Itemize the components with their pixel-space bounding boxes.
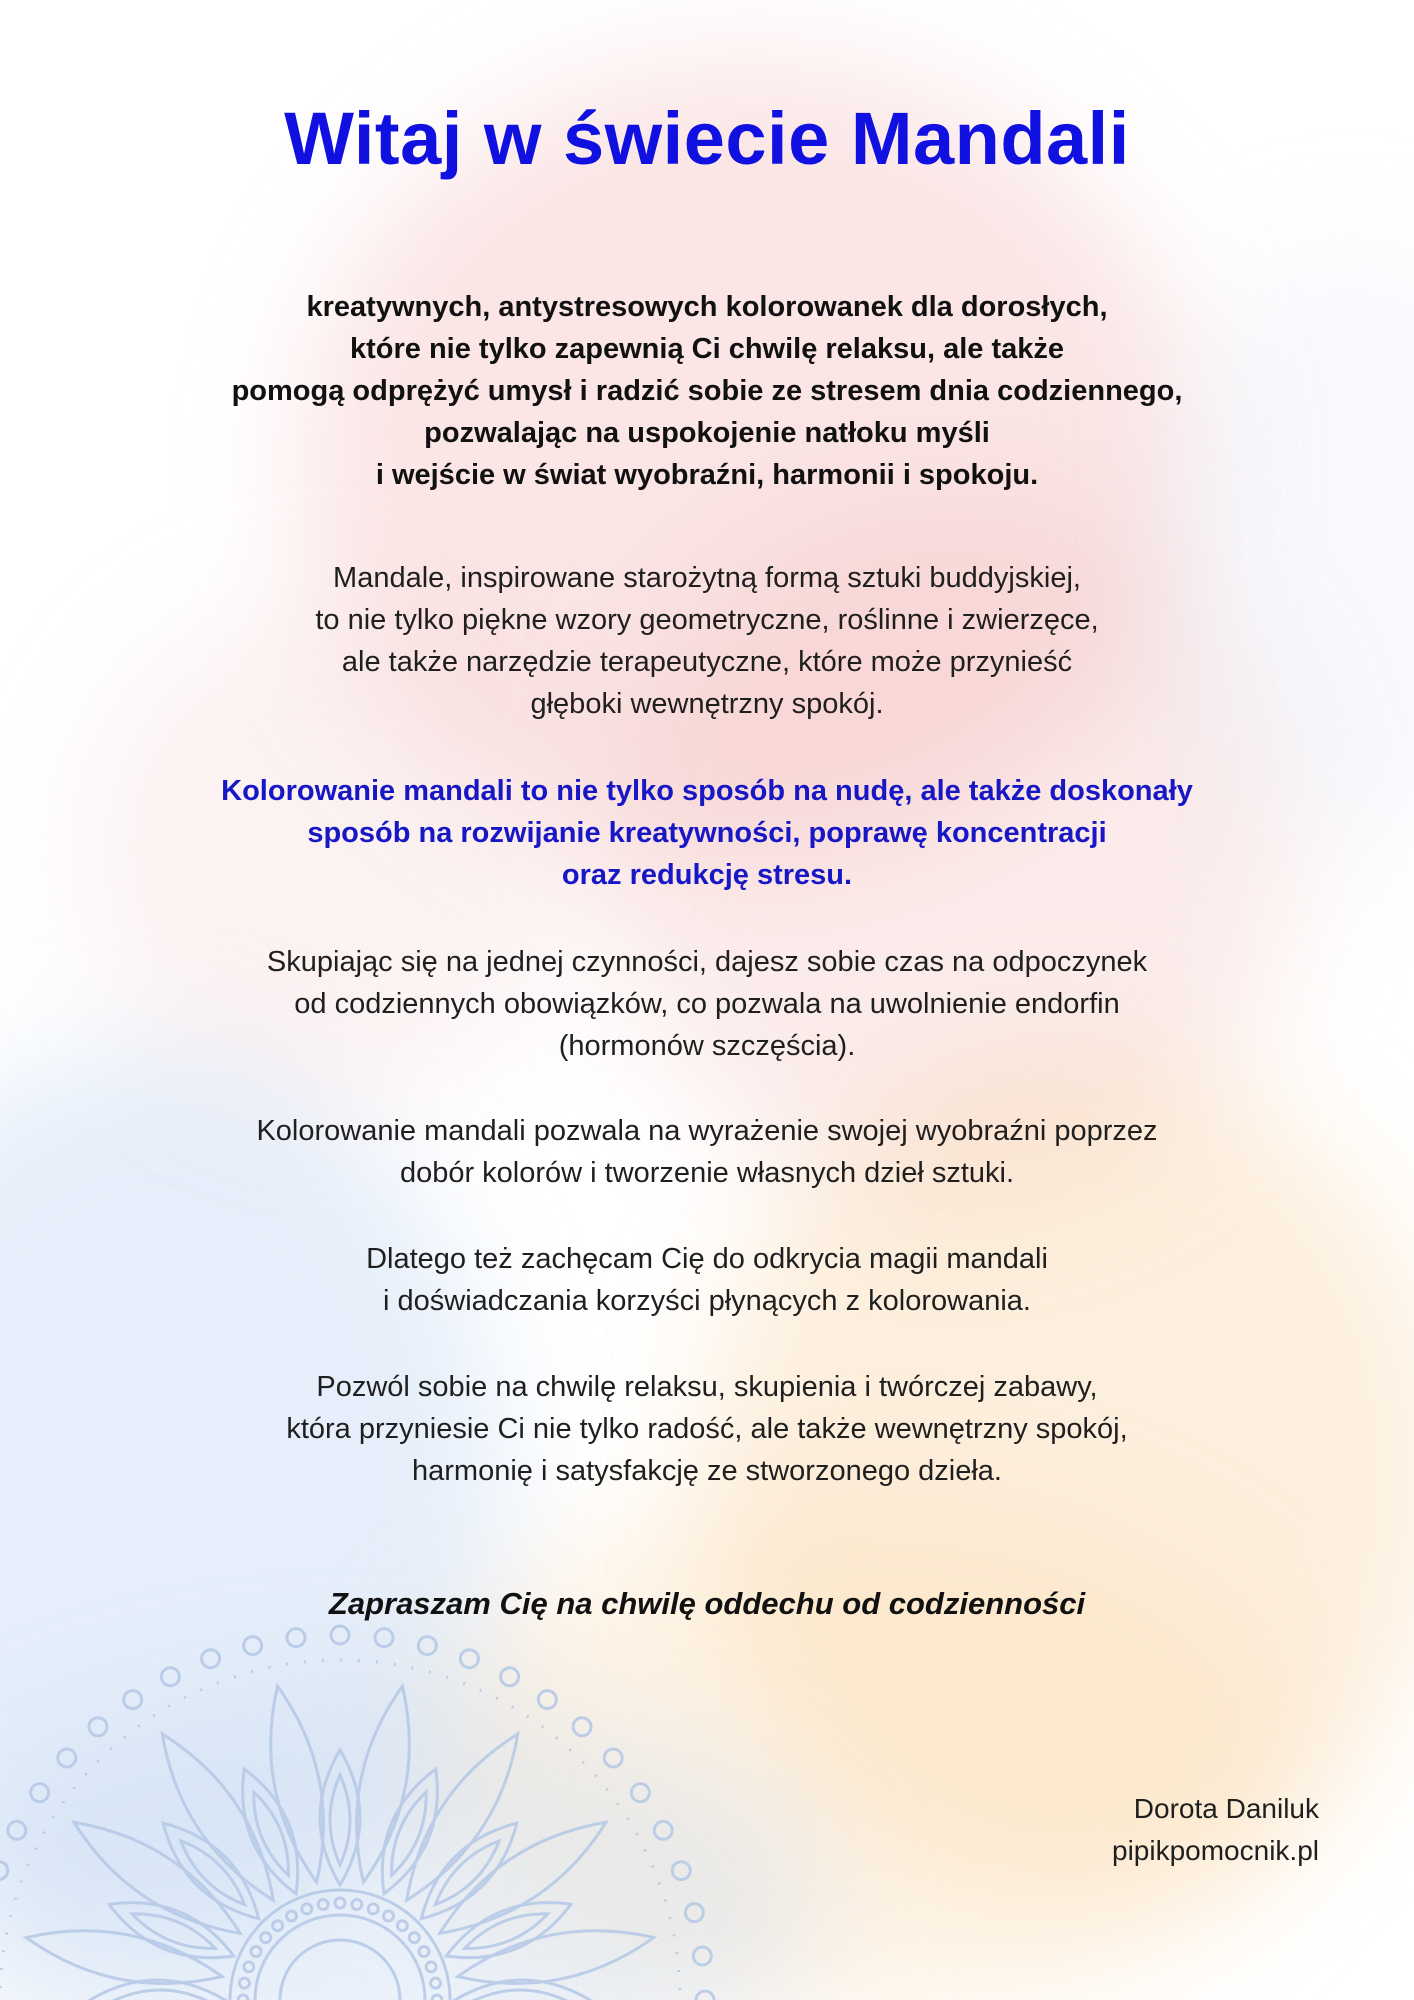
mandala-petal <box>475 1990 565 2000</box>
mandala-petal <box>271 1686 324 1882</box>
relax-line: która przyniesie Ci nie tylko radość, ale także wewnętrzny spokój, <box>286 1413 1128 1445</box>
mandala-dot <box>8 1821 26 1839</box>
mandala-dot <box>335 1898 345 1908</box>
mandala-dot <box>239 1978 249 1988</box>
mandale-paragraph <box>60 557 1354 725</box>
mandala-petal <box>392 1792 427 1875</box>
mandala-dot <box>318 1899 328 1909</box>
intro-line: i wejście w świat wyobraźni, harmonii i spokoju. <box>375 459 1039 491</box>
mandala-dot <box>58 1749 76 1767</box>
expression-line: Kolorowanie mandali pozwala na wyrażenie swojej wyobraźni poprzez <box>256 1115 1158 1147</box>
mandala-decoration <box>0 1590 860 2000</box>
mandala-dot <box>654 1821 672 1839</box>
focus-line: (hormonów szczęścia). <box>558 1030 856 1062</box>
mandala-dot <box>672 1862 690 1880</box>
mandala-dot <box>426 1962 436 1972</box>
mandala-dot <box>238 1995 248 2000</box>
mandala-dot <box>124 1691 142 1709</box>
mandala-dot <box>631 1784 649 1802</box>
mandala-dot <box>251 1947 261 1957</box>
focus-line: od codziennych obowiązków, co pozwala na uwolnienie endorfin <box>294 988 1120 1020</box>
mandala-dot <box>368 1904 378 1914</box>
encourage-paragraph <box>60 1238 1354 1322</box>
mandala-dot <box>352 1899 362 1909</box>
mandale-line: głęboki wewnętrzny spokój. <box>530 688 884 720</box>
mandala-dot <box>419 1947 429 1957</box>
expression-paragraph <box>60 1110 1354 1194</box>
relax-line: Pozwól sobie na chwilę relaksu, skupienia i twórczej zabawy, <box>316 1371 1098 1403</box>
mandala-dot <box>244 1962 254 1972</box>
mandala-dot <box>375 1629 393 1647</box>
expression-line: dobór kolorów i tworzenie własnych dzieł sztuki. <box>399 1157 1015 1189</box>
mandala-dot <box>418 1637 436 1655</box>
mandala-dot <box>273 1921 283 1931</box>
mandale-line: to nie tylko piękne wzory geometryczne, roślinne i zwierzęce, <box>315 604 1099 636</box>
mandala-dot <box>302 1904 312 1914</box>
mandala-dot <box>604 1749 622 1767</box>
mandala-dot <box>244 1637 262 1655</box>
mandala-dot <box>161 1668 179 1686</box>
closing-invitation: Zapraszam Cię na chwilę oddechu od codzienności <box>328 1586 1086 1621</box>
mandala-petal <box>458 1931 654 1984</box>
mandala-dot <box>31 1784 49 1802</box>
signature <box>1112 1788 1319 1872</box>
mandala-dot <box>696 1991 714 2000</box>
mandala-dot <box>685 1904 703 1922</box>
page-title: Witaj w świecie Mandali <box>284 97 1130 180</box>
mandale-line: ale także narzędzie terapeutyczne, które może przynieść <box>341 646 1073 678</box>
highlight-line: sposób na rozwijanie kreatywności, poprawę koncentracji <box>307 817 1107 849</box>
mandala-petal <box>357 1686 410 1882</box>
mandala-dot <box>409 1933 419 1943</box>
mandala-petal <box>254 1792 289 1875</box>
mandala-dot <box>261 1933 271 1943</box>
relax-paragraph <box>60 1366 1354 1492</box>
mandala-dot <box>0 1862 8 1880</box>
intro-line: które nie tylko zapewnią Ci chwilę relaksu, ale także <box>349 333 1064 365</box>
highlight-line: oraz redukcję stresu. <box>561 859 853 891</box>
mandala-dot <box>384 1911 394 1921</box>
mandala-dot <box>202 1650 220 1668</box>
highlight-line: Kolorowanie mandali to nie tylko sposób na nudę, ale także doskonały <box>221 775 1193 807</box>
intro-line: kreatywnych, antystresowych kolorowanek dla dorosłych, <box>306 291 1108 323</box>
mandala-dot <box>287 1911 297 1921</box>
mandala-petal <box>115 1990 205 2000</box>
mandala-dot <box>431 1978 441 1988</box>
intro-line: pozwalając na uspokojenie natłoku myśli <box>424 417 990 449</box>
mandala-dot <box>573 1718 591 1736</box>
intro-line: pomogą odprężyć umysł i radzić sobie ze stresem dnia codziennego, <box>231 375 1183 407</box>
author-name: Dorota Daniluk <box>1133 1793 1319 1824</box>
focus-line: Skupiając się na jednej czynności, dajesz sobie czas na odpoczynek <box>266 946 1148 978</box>
mandala-petal <box>132 1914 215 1949</box>
mandala-dot <box>89 1718 107 1736</box>
website-text: pipikpomocnik.pl <box>1112 1835 1319 1866</box>
relax-line: harmonię i satysfakcję ze stworzonego dzieła. <box>412 1455 1002 1487</box>
encourage-line: Dlatego też zachęcam Cię do odkrycia magii mandali <box>366 1243 1048 1275</box>
mandala-dot <box>460 1650 478 1668</box>
mandala-ring <box>0 1660 680 2000</box>
mandala-dot <box>397 1921 407 1931</box>
mandala-dot <box>432 1995 442 2000</box>
intro-paragraph <box>60 286 1354 496</box>
mandala-petal <box>26 1931 222 1984</box>
mandala-dot <box>501 1668 519 1686</box>
encourage-line: i doświadczania korzyści płynących z kolorowania. <box>383 1285 1031 1317</box>
mandala-petal <box>330 1775 350 1865</box>
mandala-dot <box>331 1626 349 1644</box>
mandala-petal <box>465 1914 548 1949</box>
highlight-paragraph <box>60 770 1354 896</box>
mandala-dot <box>287 1629 305 1647</box>
mandala-dot <box>538 1691 556 1709</box>
mandala-dot <box>693 1947 711 1965</box>
mandale-line: Mandale, inspirowane starożytną formą sztuki buddyjskiej, <box>333 562 1081 594</box>
focus-paragraph <box>60 941 1354 1067</box>
mandala-ring <box>280 1940 400 2000</box>
